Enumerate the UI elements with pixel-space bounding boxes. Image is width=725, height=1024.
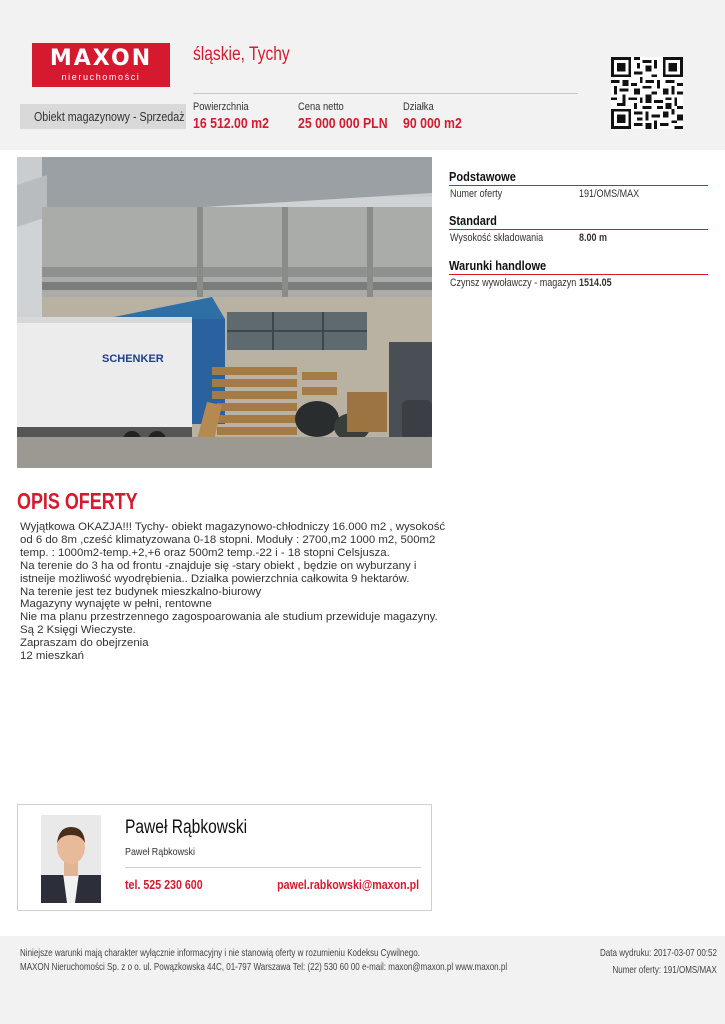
- stat-price-value: 25 000 000 PLN: [298, 115, 388, 132]
- property-photo[interactable]: [17, 157, 432, 468]
- footer-offer-number: Numer oferty: 191/OMS/MAX: [612, 965, 717, 976]
- description-line: od 6 do 8m ,cześć klimatyzowana 0-18 stopni. Moduły : 2700,m2 1000 m2, 500m2: [20, 533, 436, 546]
- description-title: OPIS OFERTY: [17, 488, 138, 514]
- logo-wordmark: MAXON: [49, 46, 153, 71]
- storage-height-label: Wysokość składowania: [450, 232, 544, 244]
- description-line: Na terenie jest tez budynek mieszkalno-biurowy: [20, 585, 262, 598]
- description-text: [20, 521, 446, 663]
- footer-print-date: Data wydruku: 2017-03-07 00:52: [600, 948, 717, 959]
- rent-label: Czynsz wywoławczy - magazyn: [450, 277, 577, 289]
- stat-plot-value: 90 000 m2: [403, 115, 462, 132]
- agent-subname: Paweł Rąbkowski: [125, 846, 195, 858]
- description-line: Zapraszam do obejrzenia: [20, 637, 149, 650]
- section-warunki-title: Warunki handlowe: [449, 258, 547, 273]
- agent-card: [17, 804, 432, 911]
- stat-plot-label: Działka: [403, 101, 434, 113]
- stat-area-label: Powierzchnia: [193, 101, 249, 113]
- section-standard-title: Standard: [449, 213, 497, 228]
- description-line: istneije możliwość wyodrębienia.. Działka powierzchnia całkowita 9 hektarów.: [20, 572, 410, 585]
- agent-avatar: [41, 815, 101, 903]
- stat-area-value: 16 512.00 m2: [193, 115, 269, 132]
- agent-email-link[interactable]: pawel.rabkowski@maxon.pl: [277, 877, 419, 892]
- agent-phone-link[interactable]: tel. 525 230 600: [125, 877, 203, 892]
- agent-name: Paweł Rąbkowski: [125, 817, 248, 838]
- offer-number-value: 191/OMS/MAX: [579, 188, 640, 200]
- storage-height-value: 8.00 m: [579, 232, 608, 244]
- agent-divider: [125, 867, 421, 868]
- logo-subtitle: nieruchomości: [61, 72, 141, 82]
- property-location: śląskie, Tychy: [193, 44, 290, 65]
- maxon-logo[interactable]: [32, 43, 170, 87]
- truck-logo-text: SCHENKER: [102, 353, 164, 365]
- footer-disclaimer: Niniejsze warunki mają charakter wyłącznie informacyjny i nie stanowią oferty w rozumieniu Kodeksu Cywilnego.: [20, 948, 420, 959]
- section-podstawowe-title: Podstawowe: [449, 169, 516, 184]
- stat-price: [298, 101, 407, 132]
- footer-company-info: MAXON Nieruchomości Sp. z o o. ul. Powązkowska 44C, 01-797 Warszawa Tel: (22) 530 60 00 e-mail: maxon@maxon.pl www.maxon.pl: [20, 962, 508, 973]
- stat-area: [193, 101, 286, 132]
- description-line: Na terenie do 3 ha od frontu -znajduje się -stary obiekt , będzie on wyburzany i: [20, 559, 417, 572]
- description-line: Są 2 Księgi Wieczyste.: [20, 624, 136, 637]
- section-warunki-divider: [449, 274, 708, 275]
- description-line: temp. : 1000m2-temp.+2,+6 oraz 500m2 temp.-22 i - 18 stopni Celsjusza.: [20, 546, 390, 559]
- section-standard-divider: [449, 229, 708, 230]
- description-line: Magazyny wynajęte w pełni, rentowne: [20, 598, 212, 611]
- section-podstawowe-divider: [449, 185, 708, 186]
- property-type-badge: [20, 104, 186, 129]
- offer-number-label: Numer oferty: [450, 188, 503, 200]
- description-line: Wyjątkowa OKAZJA!!! Tychy- obiekt magazynowo-chłodniczy 16.000 m2 , wysokość: [20, 521, 446, 533]
- property-type-label: Obiekt magazynowy - Sprzedaż: [34, 109, 185, 124]
- qr-code-icon[interactable]: [611, 57, 683, 129]
- description-line: Nie ma planu przestrzennego zagospoarowania ale studium przewiduje magazyny.: [20, 611, 438, 624]
- rent-value: 1514.05: [579, 277, 612, 289]
- stat-plot: [403, 101, 475, 132]
- header-divider: [193, 93, 578, 94]
- description-line: 12 mieszkań: [20, 650, 84, 663]
- stat-price-label: Cena netto: [298, 101, 344, 113]
